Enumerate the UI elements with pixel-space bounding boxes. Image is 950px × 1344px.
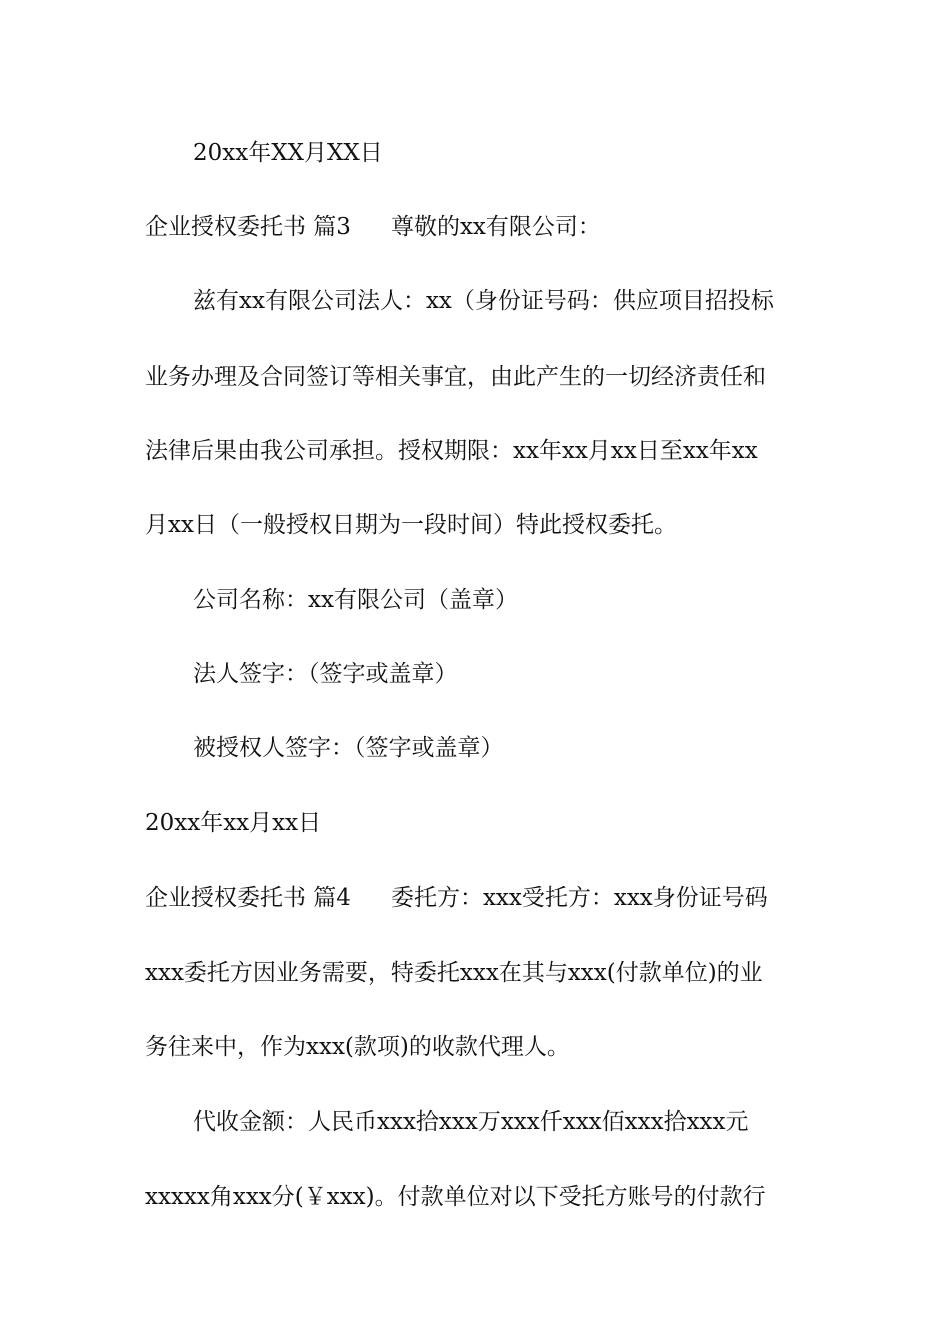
paragraph-line: 月xx日（一般授权日期为一段时间）特此授权委托。 bbox=[145, 512, 677, 538]
paragraph-line: 法律后果由我公司承担。授权期限：xx年xx月xx日至xx年xx bbox=[145, 438, 758, 464]
date-line: 20xx年xx月xx日 bbox=[145, 810, 322, 836]
paragraph-line: 兹有xx有限公司法人：xx（身份证号码：供应项目招投标 bbox=[193, 288, 774, 314]
paragraph-line: 务往来中，作为xxx(款项)的收款代理人。 bbox=[145, 1034, 570, 1060]
salutation: 尊敬的xx有限公司： bbox=[390, 214, 601, 240]
parties-line: 委托方：xxx受托方：xxx身份证号码 bbox=[390, 885, 768, 911]
section-heading-3-line bbox=[145, 212, 601, 242]
company-name-line: 公司名称：xx有限公司（盖章） bbox=[193, 587, 518, 613]
paragraph-line: 业务办理及合同签订等相关事宜，由此产生的一切经济责任和 bbox=[145, 364, 766, 390]
paragraph-line: xxxxx角xxx分(￥xxx)。付款单位对以下受托方账号的付款行 bbox=[145, 1184, 766, 1210]
section-heading-4-line bbox=[145, 883, 768, 913]
section-heading-4: 企业授权委托书 篇4 bbox=[145, 885, 351, 911]
section-heading-3: 企业授权委托书 篇3 bbox=[145, 214, 351, 240]
date-line: 20xx年XX月XX日 bbox=[193, 140, 383, 166]
amount-line: 代收金额：人民币xxx拾xxx万xxx仟xxx佰xxx拾xxx元 bbox=[193, 1109, 749, 1135]
authorized-signature-line: 被授权人签字：（签字或盖章） bbox=[193, 735, 504, 761]
legal-rep-signature-line: 法人签字：（签字或盖章） bbox=[193, 661, 458, 687]
paragraph-line: xxx委托方因业务需要，特委托xxx在其与xxx(付款单位)的业 bbox=[145, 960, 763, 986]
